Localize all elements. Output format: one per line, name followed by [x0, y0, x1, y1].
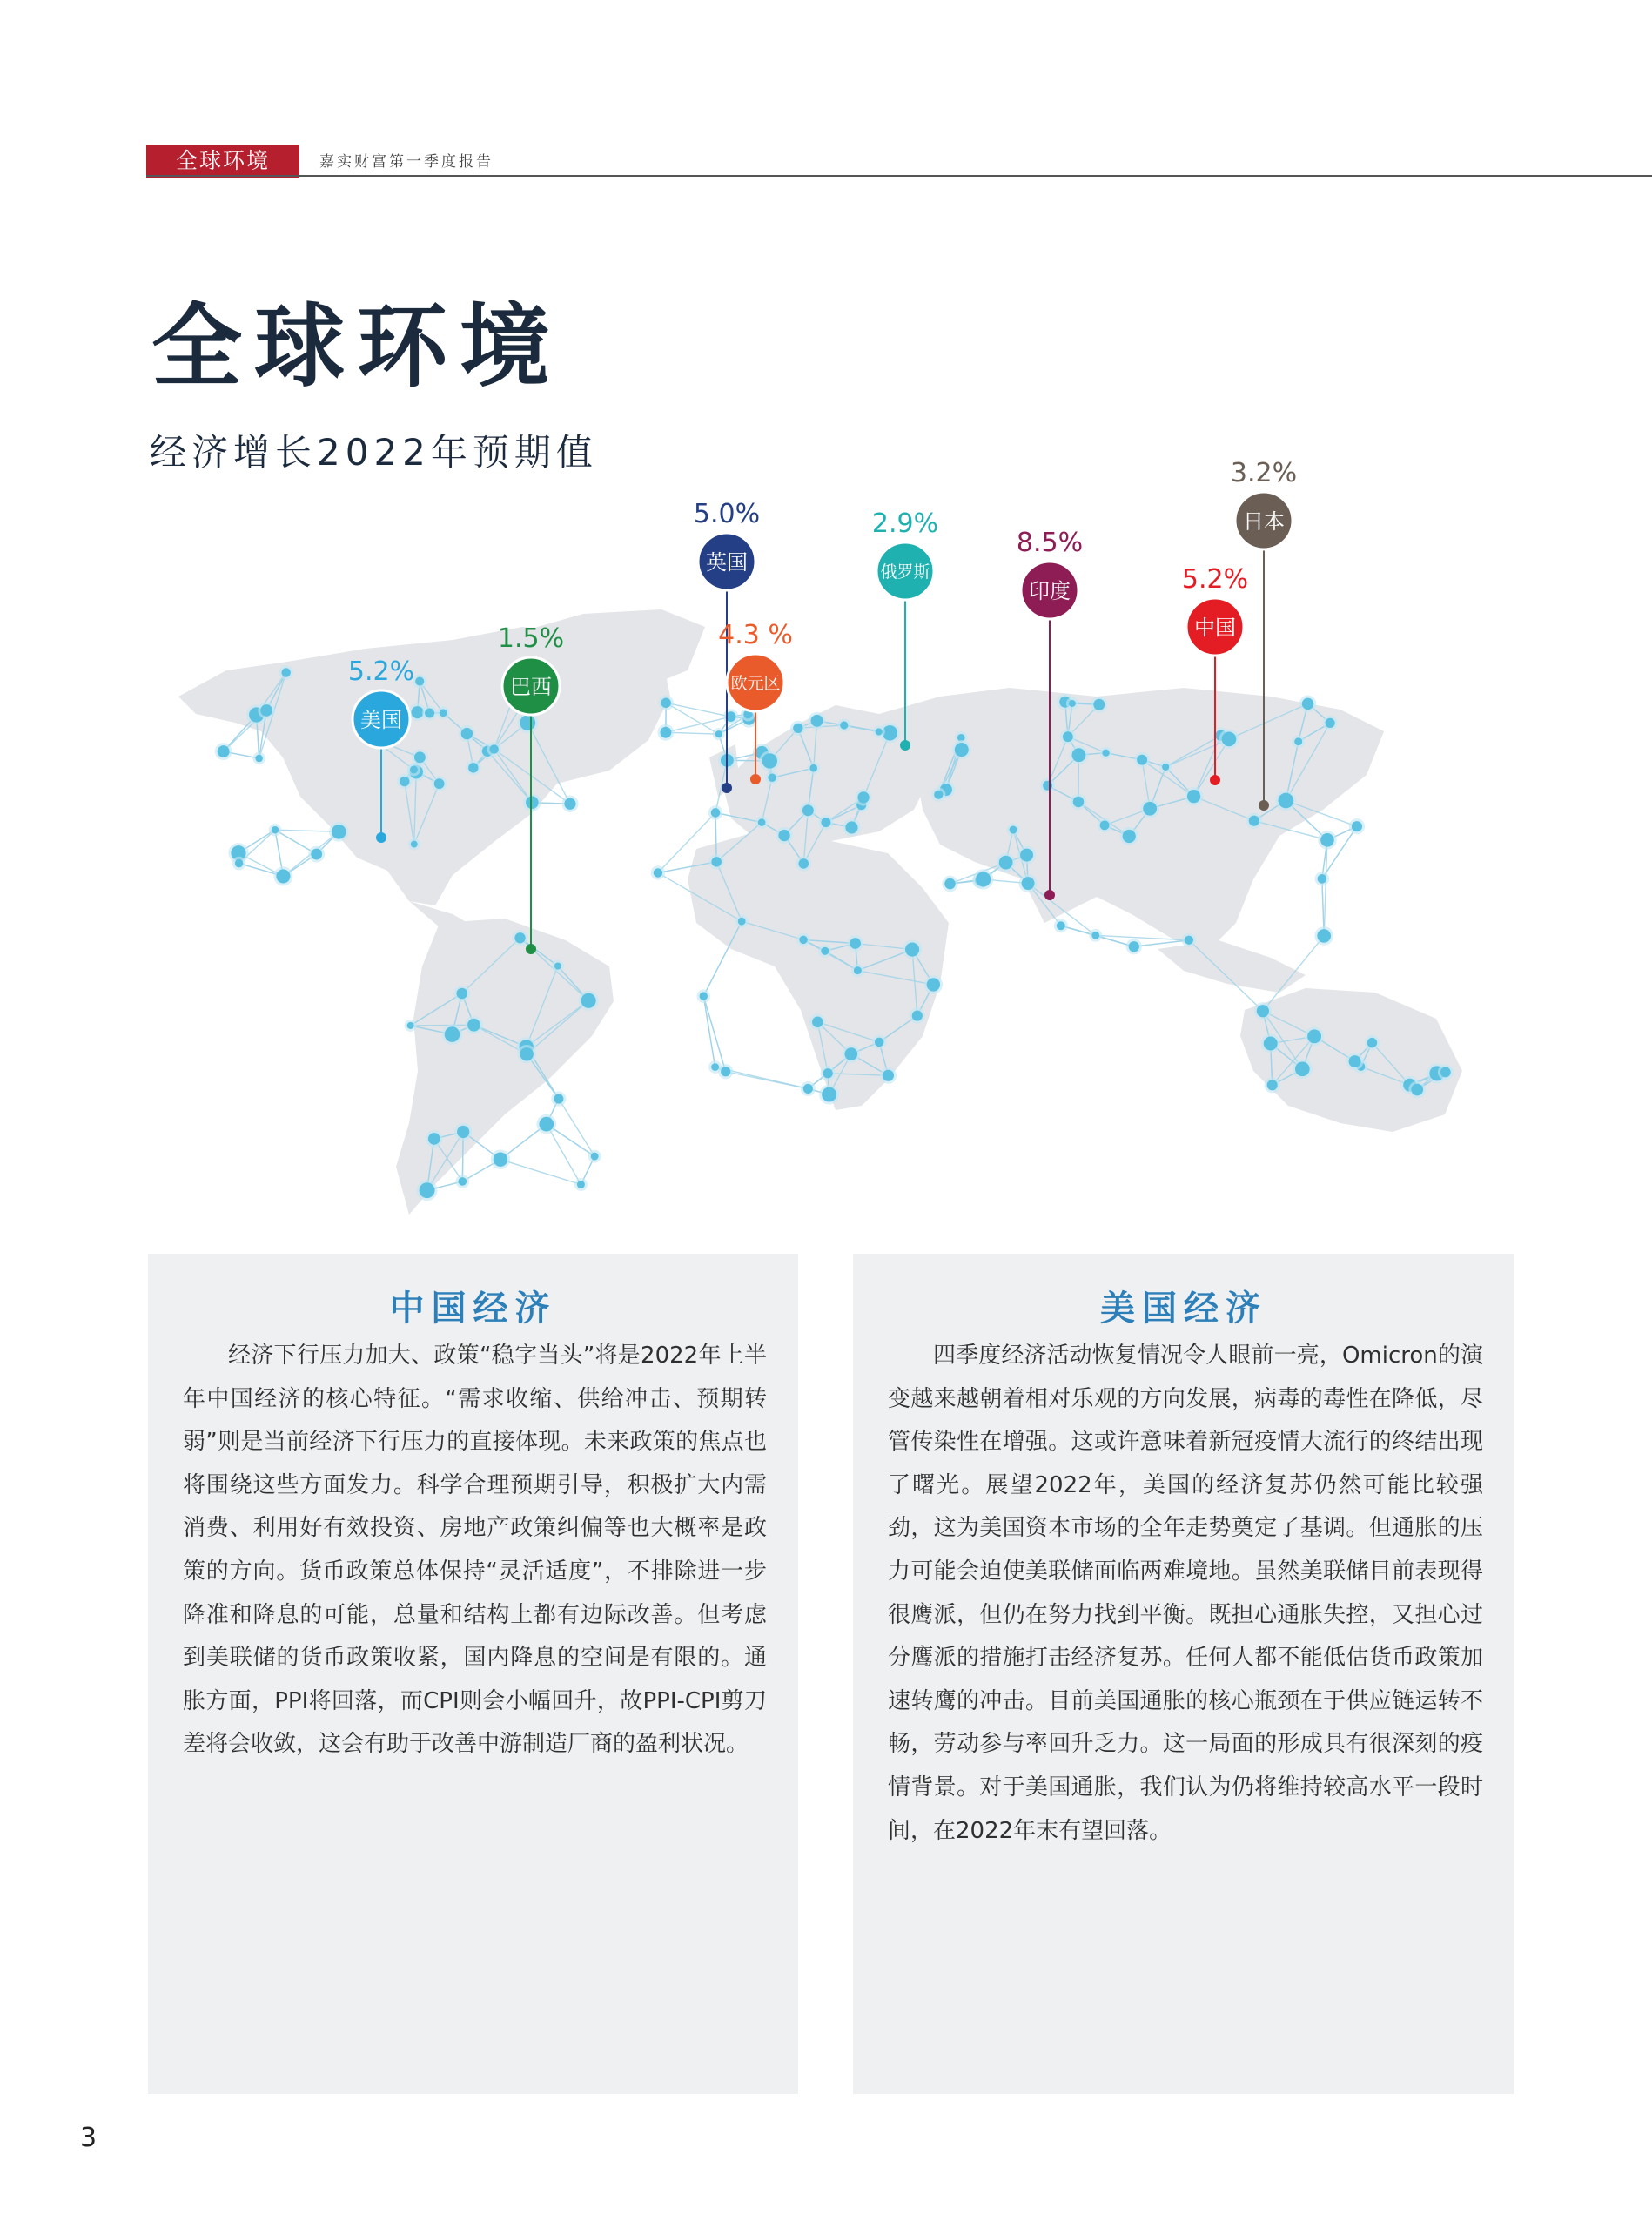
marker-dot	[722, 783, 732, 793]
marker-dot	[1259, 800, 1269, 811]
marker-country-label: 巴西	[510, 675, 552, 699]
us-economy-text: 四季度经济活动恢复情况令人眼前一亮，Omicron的演变越来越朝着相对乐观的方向发展，病毒的毒性在降低，尽管传染性在增强。这或许意味着新冠疫情大流行的终结出现了曙光。展望2022年，美国的经济复苏仍然可能比较强劲，这为美国资本市场的全年走势奠定了基调。但通胀的压力可能会迫使美联储面临两难境地。虽然美联储目前表现得很鹰派，但仍在努力找到平衡。既担心通胀失控，又担心过分鹰派的措施打击经济复苏。任何人都不能低估货币政策加速转鹰的冲击。目前美国通胀的核心瓶颈在于供应链运转不畅，劳动参与率回升乏力。这一局面的形成具有很深刻的疫情背景。对于美国通胀，我们认为仍将维持较高水平一段时间，在2022年末有望回落。	[888, 1343, 1483, 1844]
marker-value-label: 5.2%	[1181, 564, 1249, 595]
marker-country-label: 中国	[1194, 616, 1236, 640]
marker-dot	[750, 774, 761, 784]
marker-dot	[900, 740, 910, 751]
marker-value-label: 8.5%	[1016, 528, 1084, 558]
page-title: 全球环境	[151, 293, 563, 400]
marker-value-label: 4.3 %	[718, 620, 793, 650]
marker-value-label: 3.2%	[1230, 458, 1298, 488]
us-economy-panel	[853, 1254, 1514, 2094]
china-economy-text: 经济下行压力加大、政策“稳字当头”将是2022年上半年中国经济的核心特征。“需求收缩、供给冲击、预期转弱”则是当前经济下行压力的直接体现。未来政策的焦点也将围绕这些方面发力。科学合理预期引导，积极扩大内需消费、利用好有效投资、房地产政策纠偏等也大概率是政策的方向。货币政策总体保持“灵活适度”，不排除进一步降准和降息的可能，总量和结构上都有边际改善。但考虑到美联储的货币政策收紧，国内降息的空间是有限的。通胀方面，PPI将回落，而CPI则会小幅回升，故PPI-CPI剪刀差将会收敛，这会有助于改善中游制造厂商的盈利状况。	[183, 1343, 767, 1758]
report-subtitle: 嘉实财富第一季度报告	[319, 153, 494, 171]
marker-country-label: 欧元区	[730, 674, 781, 693]
section-subtitle: 经济增长2022年预期值	[150, 431, 598, 474]
us-economy-title: 美国经济	[1100, 1289, 1267, 1329]
china-economy-title: 中国经济	[389, 1289, 557, 1329]
marker-dot	[1044, 890, 1055, 900]
china-economy-panel	[148, 1254, 798, 2094]
marker-value-label: 5.2%	[347, 656, 415, 687]
marker-country-label: 日本	[1243, 509, 1285, 534]
marker-country-label: 美国	[360, 708, 402, 732]
page-number: 3	[80, 2123, 97, 2153]
marker-value-label: 1.5%	[497, 623, 565, 654]
marker-value-label: 5.0%	[693, 499, 761, 529]
marker-country-label: 印度	[1029, 579, 1071, 603]
marker-dot	[376, 832, 386, 843]
section-tag: 全球环境	[146, 145, 299, 178]
marker-country-label: 俄罗斯	[880, 562, 930, 582]
marker-dot	[1210, 775, 1220, 785]
marker-value-label: 2.9%	[871, 508, 939, 539]
marker-country-label: 英国	[706, 550, 748, 575]
marker-dot	[526, 944, 536, 954]
